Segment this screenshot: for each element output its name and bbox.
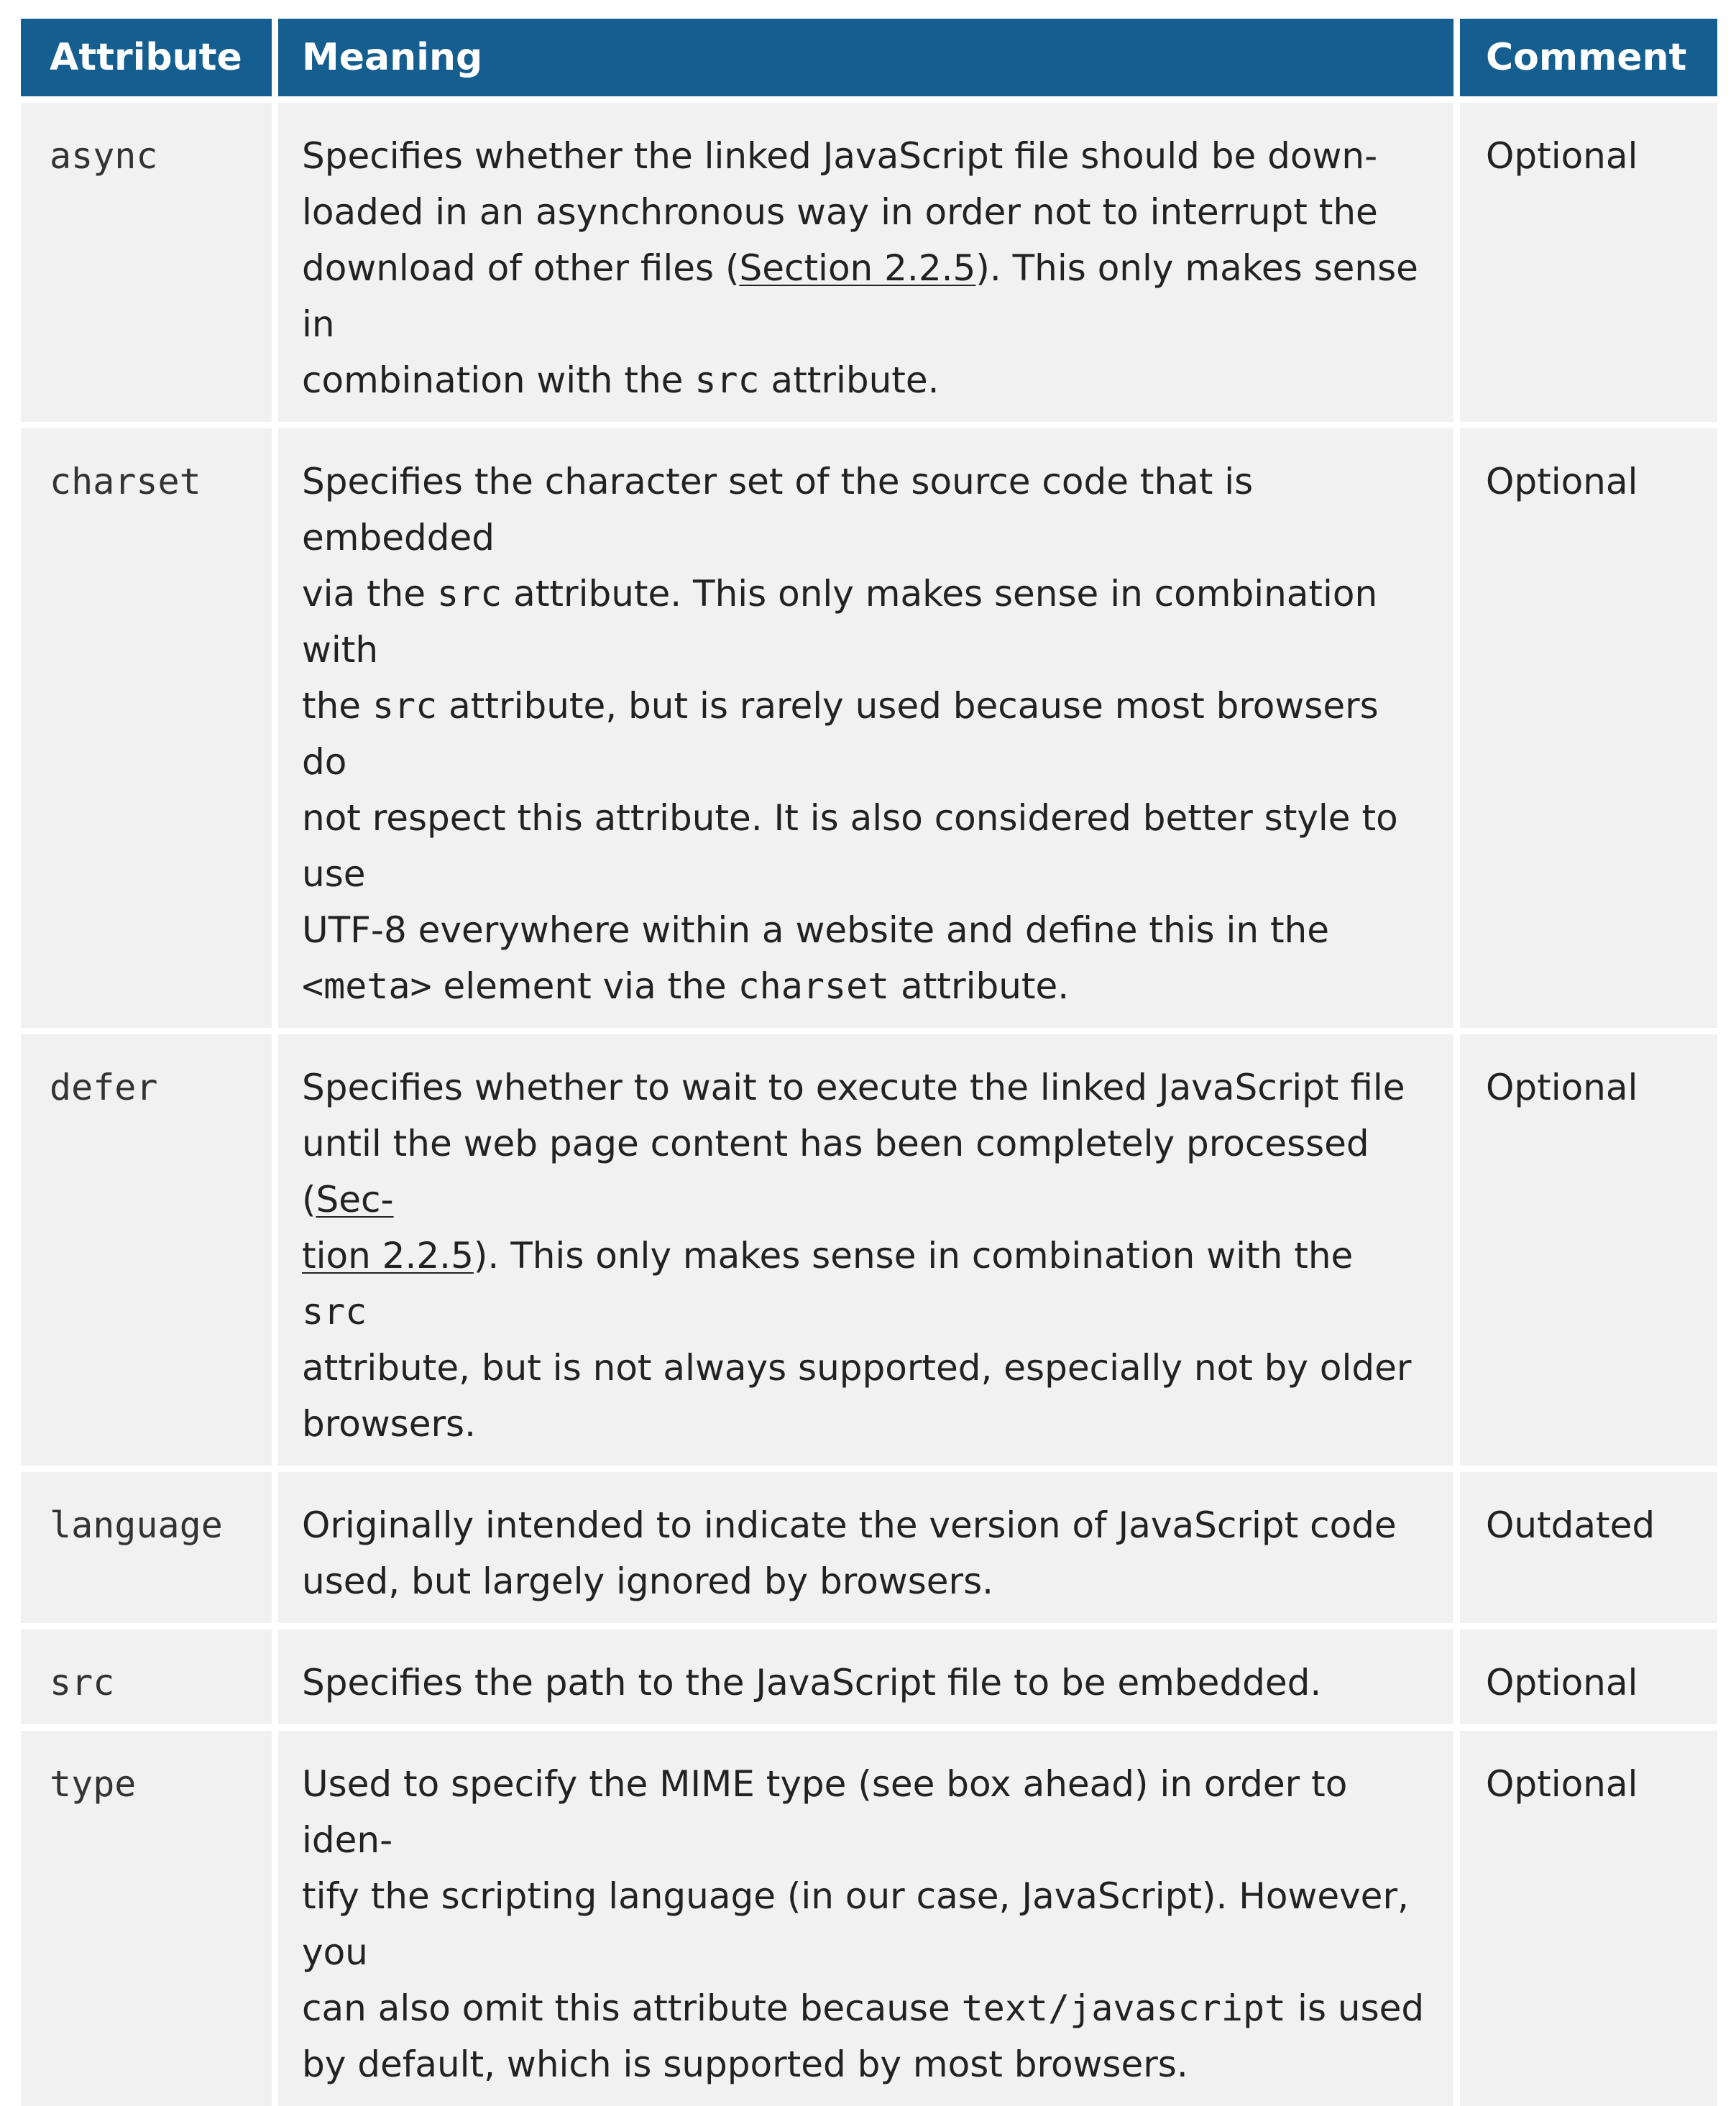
- meaning-text: ). This only makes sense in: [302, 247, 1418, 345]
- meaning-text: Used to specify the MIME type (see box ahead) in order to iden-: [302, 1763, 1348, 1861]
- comment-cell: Optional: [1460, 103, 1717, 422]
- header-comment: Comment: [1460, 19, 1717, 96]
- section-link[interactable]: Sec-: [316, 1179, 394, 1220]
- meaning-text: via the: [302, 573, 437, 615]
- table-row: [21, 103, 1717, 422]
- attribute-name: language: [50, 1504, 223, 1546]
- attribute-cell: [21, 428, 272, 1028]
- code-meta: <meta>: [302, 965, 432, 1007]
- attribute-cell: [21, 1629, 272, 1724]
- meaning-text: used, but largely ignored by browsers.: [302, 1560, 994, 1602]
- code-src: src: [694, 359, 760, 401]
- meaning-cell: [278, 1472, 1453, 1623]
- table-row: [21, 1034, 1717, 1466]
- meaning-cell: [278, 1034, 1453, 1466]
- attribute-name: src: [50, 1662, 115, 1703]
- comment-cell: Optional: [1460, 1034, 1717, 1466]
- code-src: src: [436, 573, 502, 615]
- meaning-text: loaded in an asynchronous way in order not to interrupt the: [302, 191, 1378, 233]
- header-attribute: Attribute: [21, 19, 272, 96]
- meaning-cell: [278, 1731, 1453, 2106]
- meaning-text: Originally intended to indicate the version of JavaScript code: [302, 1504, 1397, 1546]
- meaning-text: attribute.: [889, 965, 1070, 1007]
- meaning-text: Specifies whether the linked JavaScript file should be down-: [302, 135, 1378, 177]
- code-src: src: [302, 1291, 367, 1333]
- meaning-text: the: [302, 685, 372, 727]
- meaning-text: attribute, but is rarely used because most browsers do: [302, 685, 1379, 783]
- meaning-text: Specifies whether to wait to execute the linked JavaScript file: [302, 1067, 1405, 1108]
- attribute-name: async: [50, 135, 158, 177]
- section-link[interactable]: tion 2.2.5: [302, 1235, 474, 1277]
- meaning-text: is used: [1286, 1987, 1425, 2029]
- meaning-cell: [278, 103, 1453, 422]
- code-text-javascript: text/javascript: [961, 1987, 1287, 2029]
- meaning-text: UTF-8 everywhere within a website and define this in the: [302, 909, 1330, 951]
- meaning-cell: [278, 1629, 1453, 1724]
- attribute-cell: [21, 1731, 272, 2106]
- table-header-row: [21, 19, 1717, 96]
- meaning-text: Specifies the character set of the source code that is embedded: [302, 461, 1254, 558]
- meaning-text: ). This only makes sense in combination with the: [473, 1235, 1354, 1277]
- table-row: [21, 1731, 1717, 2106]
- header-meaning: Meaning: [278, 19, 1453, 96]
- attribute-cell: [21, 1472, 272, 1623]
- comment-cell: Outdated: [1460, 1472, 1717, 1623]
- attribute-cell: [21, 103, 272, 422]
- attribute-name: type: [50, 1763, 137, 1805]
- comment-cell: Optional: [1460, 428, 1717, 1028]
- meaning-text: browsers.: [302, 1403, 476, 1445]
- meaning-text: tify the scripting language (in our case, JavaScript). However, you: [302, 1875, 1409, 1973]
- meaning-text: combination with the: [302, 359, 695, 401]
- attribute-cell: [21, 1034, 272, 1466]
- code-src: src: [372, 685, 438, 727]
- meaning-text: not respect this attribute. It is also considered better style to use: [302, 797, 1398, 895]
- table-row: [21, 1629, 1717, 1724]
- meaning-text: download of other files (: [302, 247, 740, 289]
- meaning-text: Specifies the path to the JavaScript file to be embedded.: [302, 1662, 1322, 1703]
- meaning-text: until the web page content has been completely processed (: [302, 1123, 1369, 1220]
- meaning-text: attribute. This only makes sense in combination with: [302, 573, 1378, 671]
- attribute-name: defer: [50, 1067, 158, 1108]
- meaning-text: can also omit this attribute because: [302, 1987, 962, 2029]
- table-row: [21, 428, 1717, 1028]
- meaning-text: attribute, but is not always supported, especially not by older: [302, 1347, 1412, 1389]
- comment-cell: Optional: [1460, 1629, 1717, 1724]
- table-row: [21, 1472, 1717, 1623]
- meaning-text: attribute.: [759, 359, 940, 401]
- section-link[interactable]: Section 2.2.5: [739, 247, 976, 289]
- attributes-table: [21, 19, 1717, 2106]
- attribute-name: charset: [50, 461, 201, 502]
- meaning-text: by default, which is supported by most browsers.: [302, 2043, 1188, 2085]
- meaning-cell: [278, 428, 1453, 1028]
- meaning-text: element via the: [431, 965, 738, 1007]
- code-charset: charset: [738, 965, 890, 1007]
- comment-cell: Optional: [1460, 1731, 1717, 2106]
